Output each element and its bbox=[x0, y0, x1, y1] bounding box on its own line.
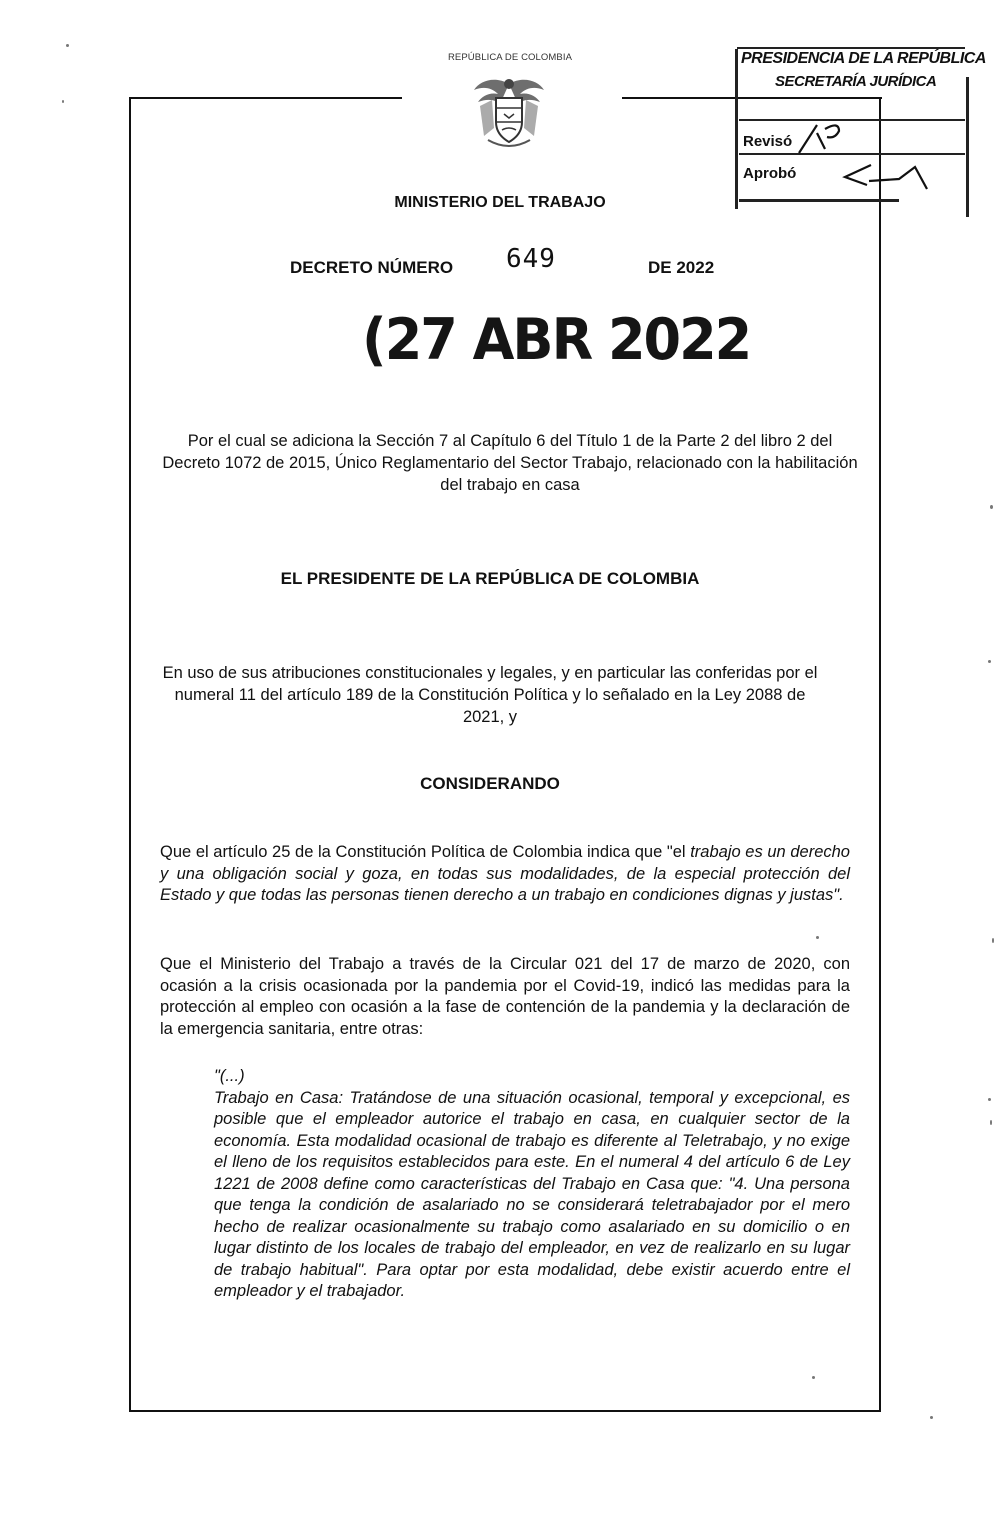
frame-left-line bbox=[129, 97, 131, 1412]
stamp-border-top bbox=[737, 47, 965, 49]
paragraph-quote-text: trabajo es un derecho y una obligación social y goza, en todas sus modalidades, de la especial protección del Estado y que todas las personas tienen derecho a un trabajo en condiciones dignas y justas". bbox=[160, 843, 850, 904]
review-stamp bbox=[735, 47, 986, 213]
powers-paragraph: En uso de sus atribuciones constitucionales y legales, y en particular las conferidas por el numeral 11 del artículo 189 de la Constitución Política y lo señalado en la Ley 2088 de 2021, y bbox=[162, 664, 818, 726]
scan-speck bbox=[66, 44, 69, 47]
scan-speck bbox=[930, 1416, 933, 1419]
scan-speck bbox=[992, 938, 994, 943]
scan-speck bbox=[988, 660, 991, 663]
republica-label: REPÚBLICA DE COLOMBIA bbox=[447, 52, 573, 63]
stamp-aprobo-label: Aprobó bbox=[743, 165, 797, 182]
stamp-title: PRESIDENCIA DE LA REPÚBLICA bbox=[741, 50, 986, 67]
decree-number-label: DECRETO NÚMERO bbox=[290, 258, 454, 277]
paragraph-text: Que el artículo 25 de la Constitución Política de Colombia indica que "el bbox=[160, 843, 691, 861]
stamp-border-right bbox=[966, 77, 969, 217]
scan-speck bbox=[990, 1120, 992, 1125]
considerando-paragraph-1 bbox=[160, 842, 850, 907]
circular-quote bbox=[214, 1066, 850, 1303]
decree-number: 649 bbox=[506, 244, 556, 274]
date-stamp: (27 ABR 2022 bbox=[362, 306, 751, 373]
frame-bottom-line bbox=[129, 1410, 881, 1412]
stamp-subtitle: SECRETARÍA JURÍDICA bbox=[775, 73, 937, 90]
reviso-signature-icon bbox=[795, 119, 875, 159]
ministry-title: MINISTERIO DEL TRABAJO bbox=[394, 194, 606, 211]
scan-speck bbox=[990, 505, 993, 509]
decree-year: DE 2022 bbox=[648, 258, 715, 277]
quote-text: Trabajo en Casa: Tratándose de una situación ocasional, temporal y excepcional, es posible que el empleador autorice el trabajo en casa, en cualquier sector de la economía. Esta modalidad ocasional de trabajo es diferente al Teletrabajo, y no exige el lleno de los requisitos establecidos para este. En el numeral 4 del artículo 6 de Ley 1221 de 2008 define como características del Trabajo en Casa que: "4. Una persona que tenga la condición de asalariado no se considerará teletrabajador por el mero hecho de realizar ocasionalmente su trabajo como asalariado en su domicilio o en lugar distinto de los locales de trabajo del empleador, en vez de realizarlo en su lugar de trabajo habitual". Para optar por esta modalidad, debe existir acuerdo entre el empleador y el trabajador. bbox=[214, 1088, 850, 1300]
frame-right-line bbox=[879, 97, 881, 1412]
considerando-heading: CONSIDERANDO bbox=[420, 774, 560, 793]
stamp-divider bbox=[739, 199, 899, 202]
president-heading: EL PRESIDENTE DE LA REPÚBLICA DE COLOMBIA bbox=[280, 569, 700, 588]
stamp-border-left bbox=[735, 49, 738, 209]
quote-open: "(...) bbox=[214, 1067, 245, 1085]
date-stamp-text: 27 ABR 2022 bbox=[384, 306, 751, 373]
frame-top-left-line bbox=[130, 97, 402, 99]
coat-of-arms-icon bbox=[466, 70, 552, 156]
decree-epigraph: Por el cual se adiciona la Sección 7 al Capítulo 6 del Título 1 de la Parte 2 del libro 2 del Decreto 1072 de 2015, Único Reglamentario del Sector Trabajo, relacionado con la habilitación del trabajo en casa bbox=[162, 432, 858, 494]
aprobo-signature-icon bbox=[835, 159, 945, 199]
scan-speck bbox=[988, 1098, 991, 1101]
scan-speck bbox=[62, 100, 64, 103]
scan-speck bbox=[812, 1376, 815, 1379]
scan-speck bbox=[816, 936, 819, 939]
considerando-paragraph-2: Que el Ministerio del Trabajo a través de la Circular 021 del 17 de marzo de 2020, con ocasión a la crisis ocasionada por la pandemia por el Covid-19, indicó las medidas para la protección al empleo con ocasión a la fase de contención de la pandemia y la declaración de la emergencia sanitaria, entre otras: bbox=[160, 955, 850, 1038]
stamp-reviso-label: Revisó bbox=[743, 133, 793, 150]
